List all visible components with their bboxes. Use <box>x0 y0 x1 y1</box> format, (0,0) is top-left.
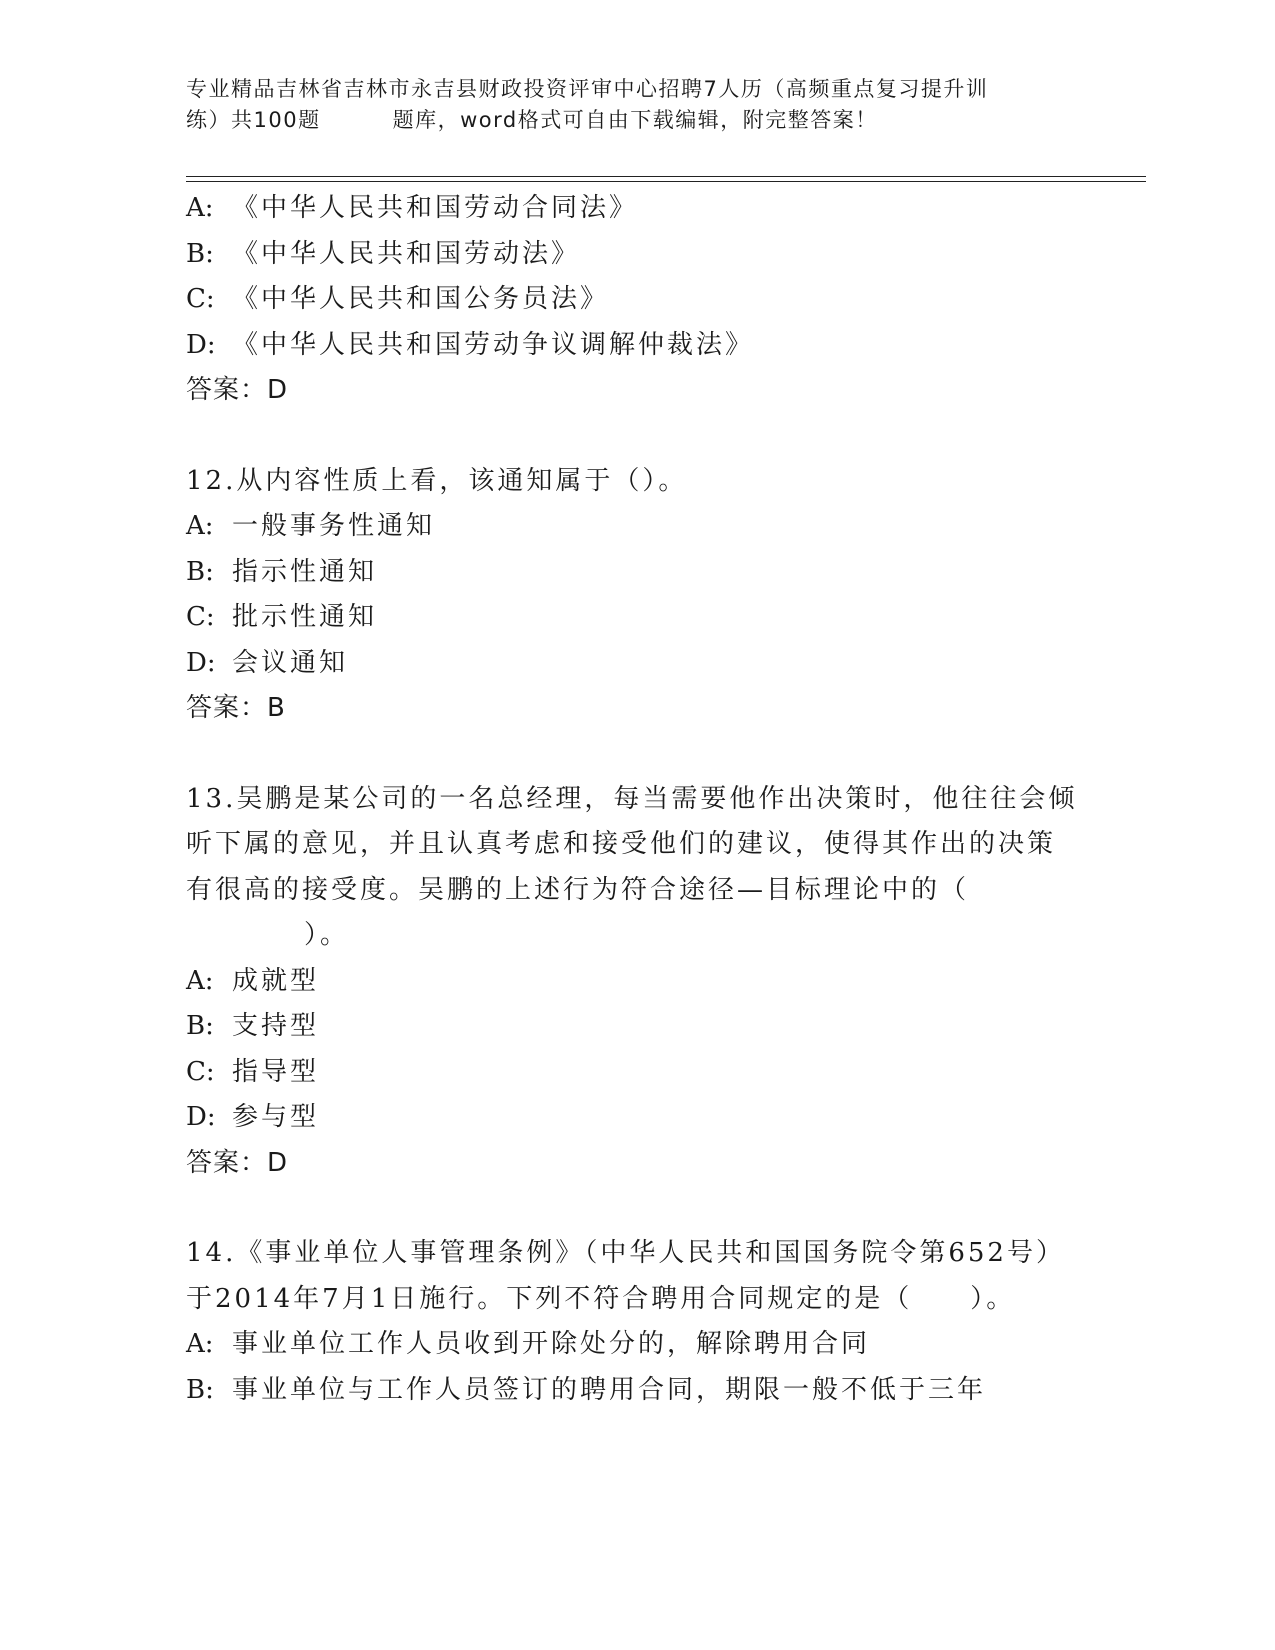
option-b: B: 事业单位与工作人员签订的聘用合同，期限一般不低于三年 <box>186 1374 987 1405</box>
option-b: B: 《中华人民共和国劳动法》 <box>186 238 581 269</box>
header-line-2 <box>186 105 1086 136</box>
option-d: D: 参与型 <box>186 1102 320 1132</box>
question-14 <box>186 1231 1086 1413</box>
question-stem-line-4: ）。 <box>304 920 350 950</box>
option-d: D: 会议通知 <box>186 647 349 678</box>
option-a: A: 事业单位工作人员收到开除处分的，解除聘用合同 <box>186 1329 871 1359</box>
question-list <box>186 186 1086 1413</box>
question-stem-line-2: 于2014年7月1日施行。下列不符合聘用合同规定的是（ ）。 <box>186 1283 1016 1314</box>
header-line-2-part-b: 题库，word格式可自由下载编辑，附完整答案！ <box>392 108 878 132</box>
option-b: B: 支持型 <box>186 1011 320 1041</box>
option-a: A: 成就型 <box>186 965 320 996</box>
question-stem-line-2: 听下属的意见，并且认真考虑和接受他们的建议，使得其作出的决策 <box>186 829 1057 859</box>
question-11 <box>186 186 1086 414</box>
option-d: D: 《中华人民共和国劳动争议调解仲裁法》 <box>186 329 755 360</box>
question-12 <box>186 459 1086 732</box>
header-rule-bottom <box>186 181 1146 182</box>
option-c: C: 批示性通知 <box>186 602 378 632</box>
answer-line: 答案：D <box>186 375 289 405</box>
question-13 <box>186 777 1086 1187</box>
answer-line: 答案：D <box>186 1147 289 1178</box>
header-line-2-part-a: 练）共100题 <box>186 108 321 132</box>
option-b: B: 指示性通知 <box>186 556 378 587</box>
question-stem: 12.从内容性质上看，该通知属于（）。 <box>186 465 688 496</box>
header-rule-top <box>186 176 1146 177</box>
option-a: A: 一般事务性通知 <box>186 511 436 541</box>
document-header <box>186 74 1086 136</box>
question-stem-line-3: 有很高的接受度。吴鹏的上述行为符合途径—目标理论中的（ <box>186 874 970 905</box>
option-c: C: 《中华人民共和国公务员法》 <box>186 284 610 314</box>
option-c: C: 指导型 <box>186 1056 320 1087</box>
question-stem-line-1: 14.《事业单位人事管理条例》（中华人民共和国国务院令第652号） <box>186 1238 1065 1268</box>
question-stem-line-1: 13.吴鹏是某公司的一名总经理，每当需要他作出决策时，他往往会倾 <box>186 783 1078 814</box>
header-line-1: 专业精品吉林省吉林市永吉县财政投资评审中心招聘7人历（高频重点复习提升训 <box>186 77 989 101</box>
answer-line: 答案：B <box>186 693 286 723</box>
option-a: A: 《中华人民共和国劳动合同法》 <box>186 193 639 223</box>
